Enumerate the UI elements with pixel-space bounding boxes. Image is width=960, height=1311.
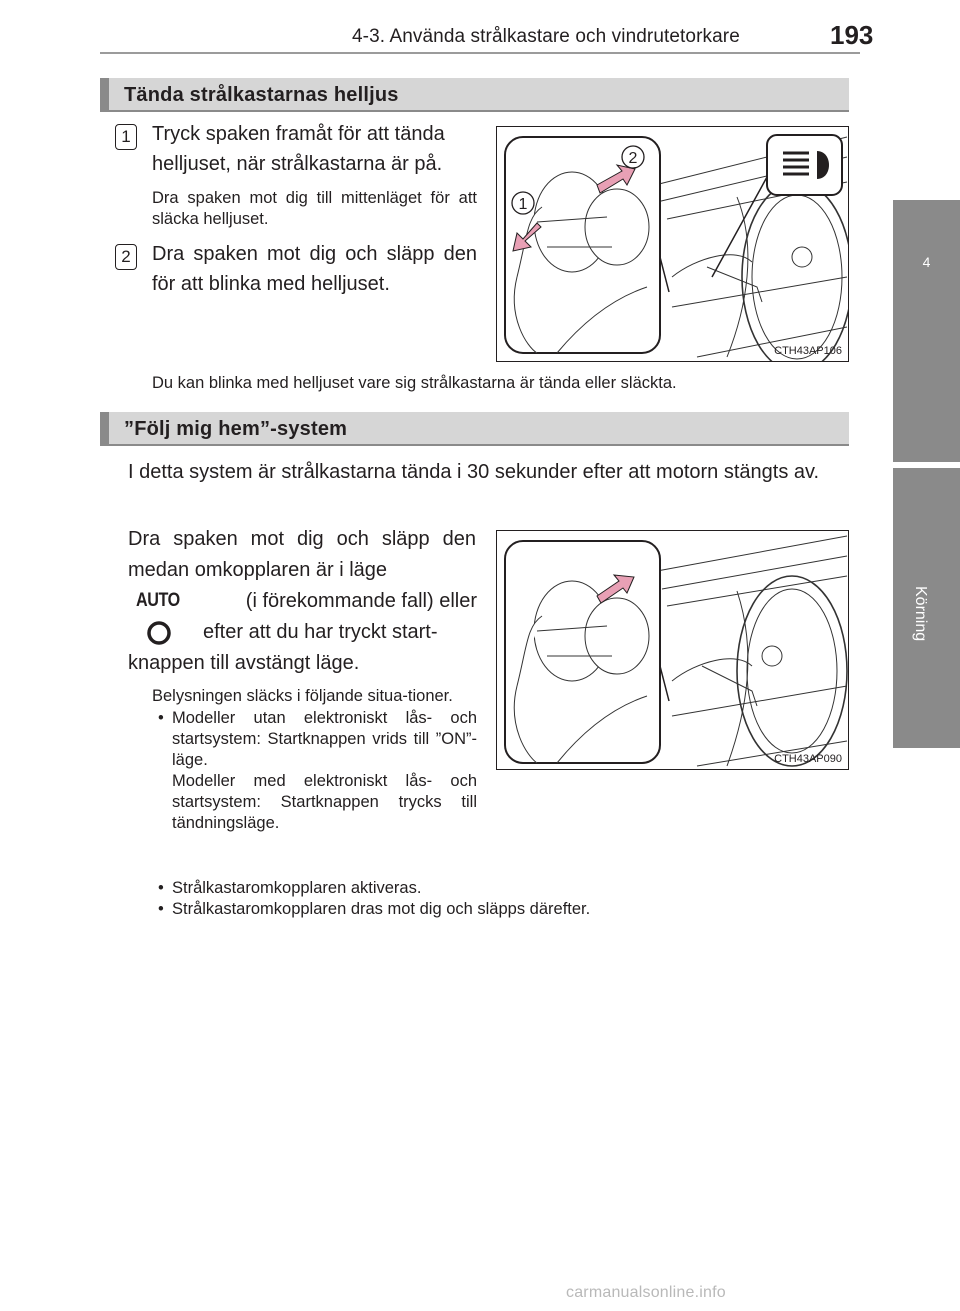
note-bullets [152,708,477,834]
auto-switch-icon [136,590,187,612]
section-1-footnote: Du kan blinka med helljuset vare sig strålkastarna är tända eller släckta. [152,374,677,392]
figure-high-beam-lever [496,126,849,362]
chapter-label: Körning [912,586,929,642]
watermark: carmanualsonline.info [566,1284,726,1301]
section-title: ”Följ mig hem”-system [124,418,348,440]
bullet-1a-text: • Modeller utan elektroniskt lås- och startsystem: Startknappen vrids till ”ON”-läge. [172,709,477,769]
lever-illustration [497,531,849,770]
section-marker [100,78,109,110]
section-header-high-beam [100,78,849,112]
section-title: Tända strålkastarnas helljus [124,84,399,106]
note-bullets-wide [152,878,852,920]
section-2-instruction-b: (i förekommande fall) eller [245,590,477,612]
step-number-2: 2 [115,244,137,270]
chapter-tab [893,200,960,462]
section-2-instruction-c: efter att du har tryckt start-knappen till avstängt läge. [128,621,438,674]
figure-caption: CTH43AP090 [774,753,842,765]
callout-1-label: 1 [518,196,528,213]
note-block [152,686,477,834]
callout-2-label: 2 [628,150,638,167]
note-lead: Belysningen släcks i följande situa-tioner. [152,687,453,705]
figure-follow-me-home-lever [496,530,849,770]
list-item [152,708,477,834]
auto-switch-label: AUTO [136,590,180,611]
chapter-number: 4 [922,254,931,270]
section-marker [100,412,109,444]
section-header-follow-me-home [100,412,849,446]
high-beam-inset [767,135,842,195]
list-item: • Strålkastaromkopplaren dras mot dig och släpps därefter. [152,899,852,920]
step-1-note: Dra spaken mot dig till mittenläget för att släcka helljuset. [152,189,477,228]
figure-caption: CTH43AP106 [774,345,842,357]
bullet-1b-text: Modeller med elektroniskt lås- och startsystem: Startknappen trycks till tändningsläge. [172,772,477,832]
section-2-intro: I detta system är strålkastarna tända i 30 sekunder efter att motorn stängts av. [128,461,820,483]
running-header-section: 4-3. Använda strålkastare och vindrutetorkare [352,26,740,47]
header-rule [100,52,860,54]
step-number-1: 1 [115,124,137,150]
section-2-instruction-a: Dra spaken mot dig och släpp den medan omkopplaren är i läge [128,528,476,581]
step-2-text: Dra spaken mot dig och släpp den för att blinka med helljuset. [152,243,477,295]
page-number: 193 [830,20,874,50]
lever-illustration [497,127,849,362]
chapter-tab-lower [893,468,960,748]
list-item: • Strålkastaromkopplaren aktiveras. [152,878,852,899]
step-1-text: Tryck spaken framåt för att tända helljuset, när strålkastarna är på. [152,123,445,175]
